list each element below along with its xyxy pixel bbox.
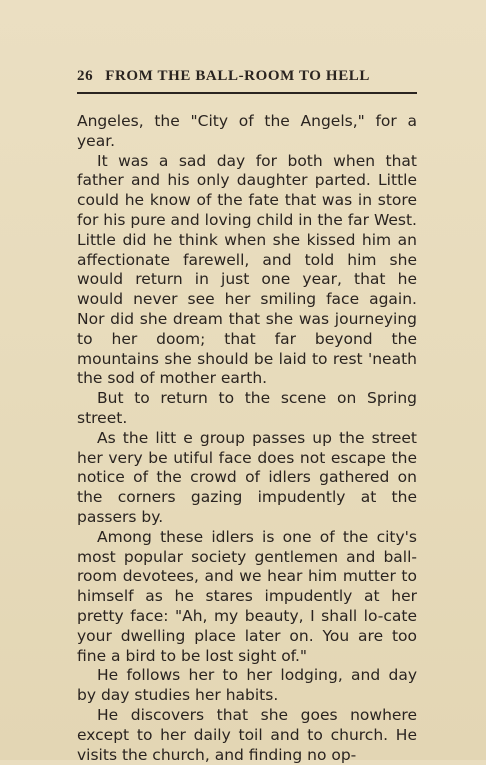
paragraph-2: It was a sad day for both when that father and his only daughter parted. Little could he know of the fate that was in store for his pure and loving child in the far West. Little did he think when she kissed him an affectionate farewell, and told him she would return in just one year, that he would never see her smiling face again. Nor did she dream that she was journeying to her doom; that far beyond the mountains she should be laid to rest 'neath the sod of mother earth. xyxy=(77,151,417,388)
running-head xyxy=(77,68,417,90)
page-number: 26 xyxy=(77,68,94,84)
paragraph-6: He follows her to her lodging, and day by day studies her habits. xyxy=(77,666,417,705)
body-text xyxy=(77,112,417,765)
paragraph-7: He discovers that she goes nowhere except to her daily toil and to church. He visits the church, and finding no op- xyxy=(77,705,417,764)
header-rule xyxy=(77,92,417,94)
running-title: FROM THE BALL-ROOM TO HELL xyxy=(105,68,371,84)
paragraph-3: But to return to the scene on Spring street. xyxy=(77,389,417,427)
paragraph-4: As the litt e group passes up the street her very be utiful face does not escape the notice of the crowd of idlers gathered on the corners gazing impudently at the passers by. xyxy=(77,428,417,526)
paragraph-5: Among these idlers is one of the city's most popular society gentlemen and ball-room devotees, and we hear him mutter to himself as he stares impudently at her pretty face: "Ah, my beauty, I shall lo-cate your dwelling place later on. You are too fine a bird to be lost sight of." xyxy=(77,527,417,665)
paragraph-1: Angeles, the "City of the Angels," for a year. xyxy=(77,112,417,150)
